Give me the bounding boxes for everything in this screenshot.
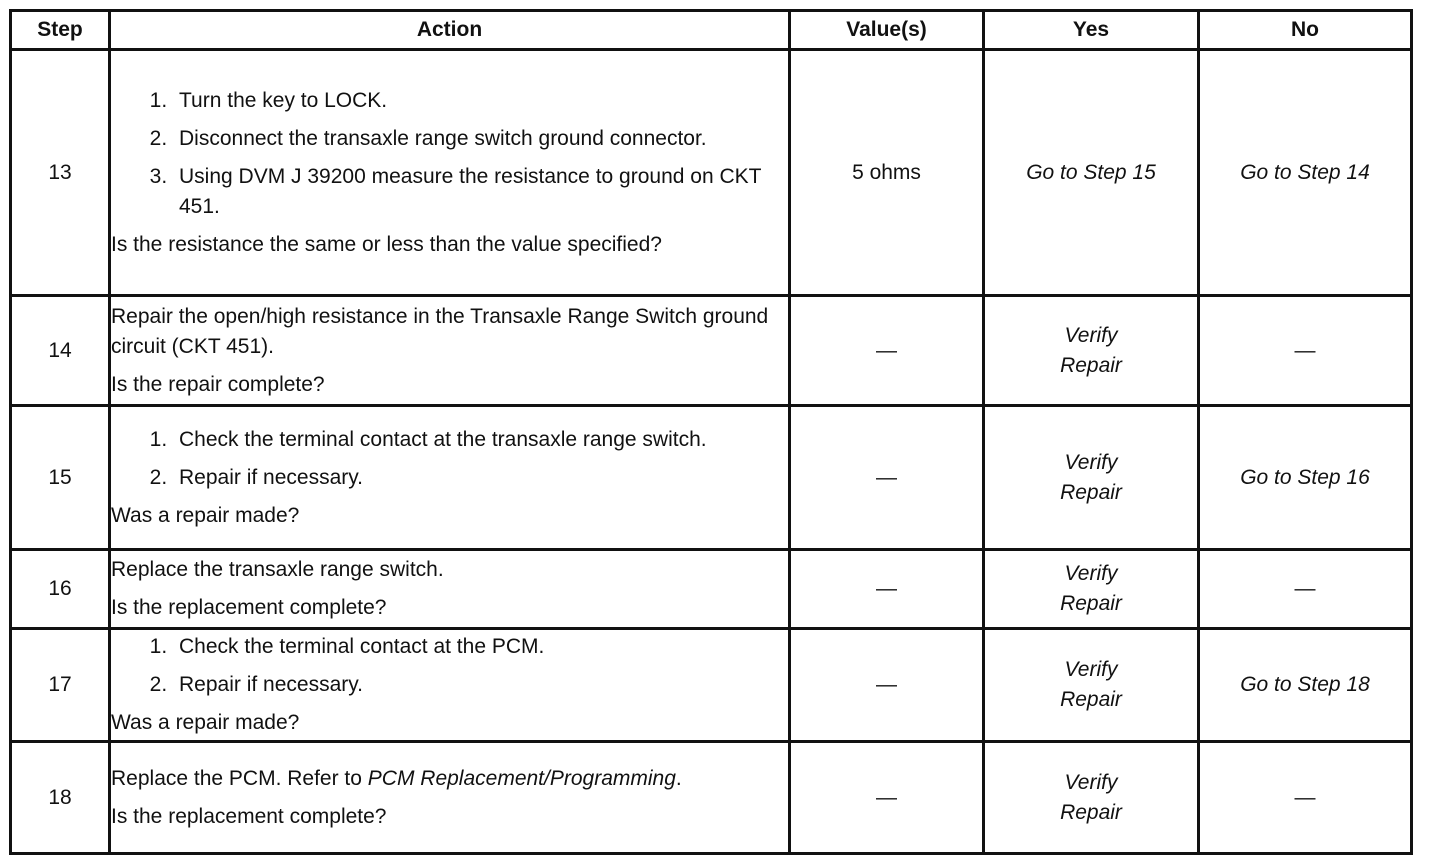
- action-item: 2. Repair if necessary.: [173, 670, 788, 700]
- value-dash: —: [876, 465, 897, 489]
- header-step: Step: [11, 11, 110, 50]
- action-cell: [110, 742, 790, 854]
- no-dash: —: [1294, 577, 1316, 600]
- action-cell: [110, 296, 790, 406]
- step-number: 16: [11, 550, 110, 629]
- action-steps: [111, 86, 788, 222]
- no-cell: Go to Step 16: [1199, 406, 1412, 550]
- yes-line: Repair: [1060, 592, 1122, 615]
- yes-line: Repair: [1060, 688, 1122, 711]
- yes-line: Verify: [1064, 770, 1118, 794]
- yes-line: Repair: [1060, 480, 1122, 504]
- action-item: 2. Repair if necessary.: [173, 463, 788, 493]
- table-header-row: [11, 11, 1412, 50]
- value-cell: [790, 296, 984, 406]
- yes-cell: [984, 629, 1199, 742]
- action-item: 1. Check the terminal contact at the transaxle range switch.: [173, 425, 788, 455]
- table-row: [11, 742, 1412, 854]
- action-question: Is the resistance the same or less than the value specified?: [111, 232, 662, 256]
- action-item: 1. Check the terminal contact at the PCM.: [173, 632, 788, 662]
- table-row: [11, 50, 1412, 296]
- yes-cell: [984, 550, 1199, 629]
- action-text-end: .: [675, 766, 682, 790]
- value-cell: 5 ohms: [790, 50, 984, 296]
- manual-reference-link[interactable]: PCM Replacement/Programming: [367, 766, 676, 790]
- yes-line: Verify: [1064, 562, 1118, 585]
- yes-cell: [984, 742, 1199, 854]
- yes-cell: Go to Step 15: [984, 50, 1199, 296]
- value-dash: —: [876, 673, 897, 696]
- yes-line: Verify: [1064, 323, 1118, 347]
- action-question: Is the repair complete?: [111, 372, 325, 396]
- no-dash: —: [1294, 338, 1316, 362]
- yes-cell: [984, 406, 1199, 550]
- action-text-plain: Replace the PCM. Refer to: [111, 766, 368, 790]
- action-question: Is the replacement complete?: [111, 804, 387, 828]
- action-cell: [110, 629, 790, 742]
- table-row: [11, 406, 1412, 550]
- action-text: Replace the transaxle range switch.: [111, 558, 444, 581]
- value-cell: [790, 550, 984, 629]
- step-number: 18: [11, 742, 110, 854]
- action-cell: [110, 550, 790, 629]
- action-cell: [110, 406, 790, 550]
- table-row: [11, 296, 1412, 406]
- step-number: 14: [11, 296, 110, 406]
- value-cell: [790, 406, 984, 550]
- yes-line: Verify: [1064, 450, 1118, 474]
- header-values: Value(s): [790, 11, 984, 50]
- action-question: Is the replacement complete?: [111, 596, 387, 619]
- step-number: 15: [11, 406, 110, 550]
- action-item: 1. Turn the key to LOCK.: [173, 86, 788, 116]
- yes-line: Verify: [1064, 658, 1118, 681]
- action-steps: [111, 632, 788, 700]
- step-number: 13: [11, 50, 110, 296]
- value-dash: —: [876, 785, 897, 809]
- value-dash: —: [876, 577, 897, 600]
- action-text: Repair the open/high resistance in the Transaxle Range Switch ground circuit (CKT 451).: [111, 304, 769, 358]
- action-cell: [110, 50, 790, 296]
- value-cell: [790, 742, 984, 854]
- no-dash: —: [1294, 785, 1316, 809]
- action-question: Was a repair made?: [111, 503, 300, 527]
- no-cell: [1199, 296, 1412, 406]
- action-steps: [111, 425, 788, 493]
- action-item: 2. Disconnect the transaxle range switch ground connector.: [173, 124, 788, 154]
- no-cell: Go to Step 18: [1199, 629, 1412, 742]
- header-no: No: [1199, 11, 1412, 50]
- yes-cell: [984, 296, 1199, 406]
- no-cell: [1199, 550, 1412, 629]
- step-number: 17: [11, 629, 110, 742]
- action-question: Was a repair made?: [111, 711, 300, 734]
- value-dash: —: [876, 338, 897, 362]
- yes-line: Repair: [1060, 353, 1122, 377]
- table-row: [11, 550, 1412, 629]
- no-cell: Go to Step 14: [1199, 50, 1412, 296]
- yes-line: Repair: [1060, 800, 1122, 824]
- diagnostic-table: [9, 9, 1413, 855]
- action-text: [111, 764, 788, 794]
- header-yes: Yes: [984, 11, 1199, 50]
- action-item: 3. Using DVM J 39200 measure the resistance to ground on CKT 451.: [173, 162, 788, 222]
- value-cell: [790, 629, 984, 742]
- no-cell: [1199, 742, 1412, 854]
- header-action: Action: [110, 11, 790, 50]
- table-row: [11, 629, 1412, 742]
